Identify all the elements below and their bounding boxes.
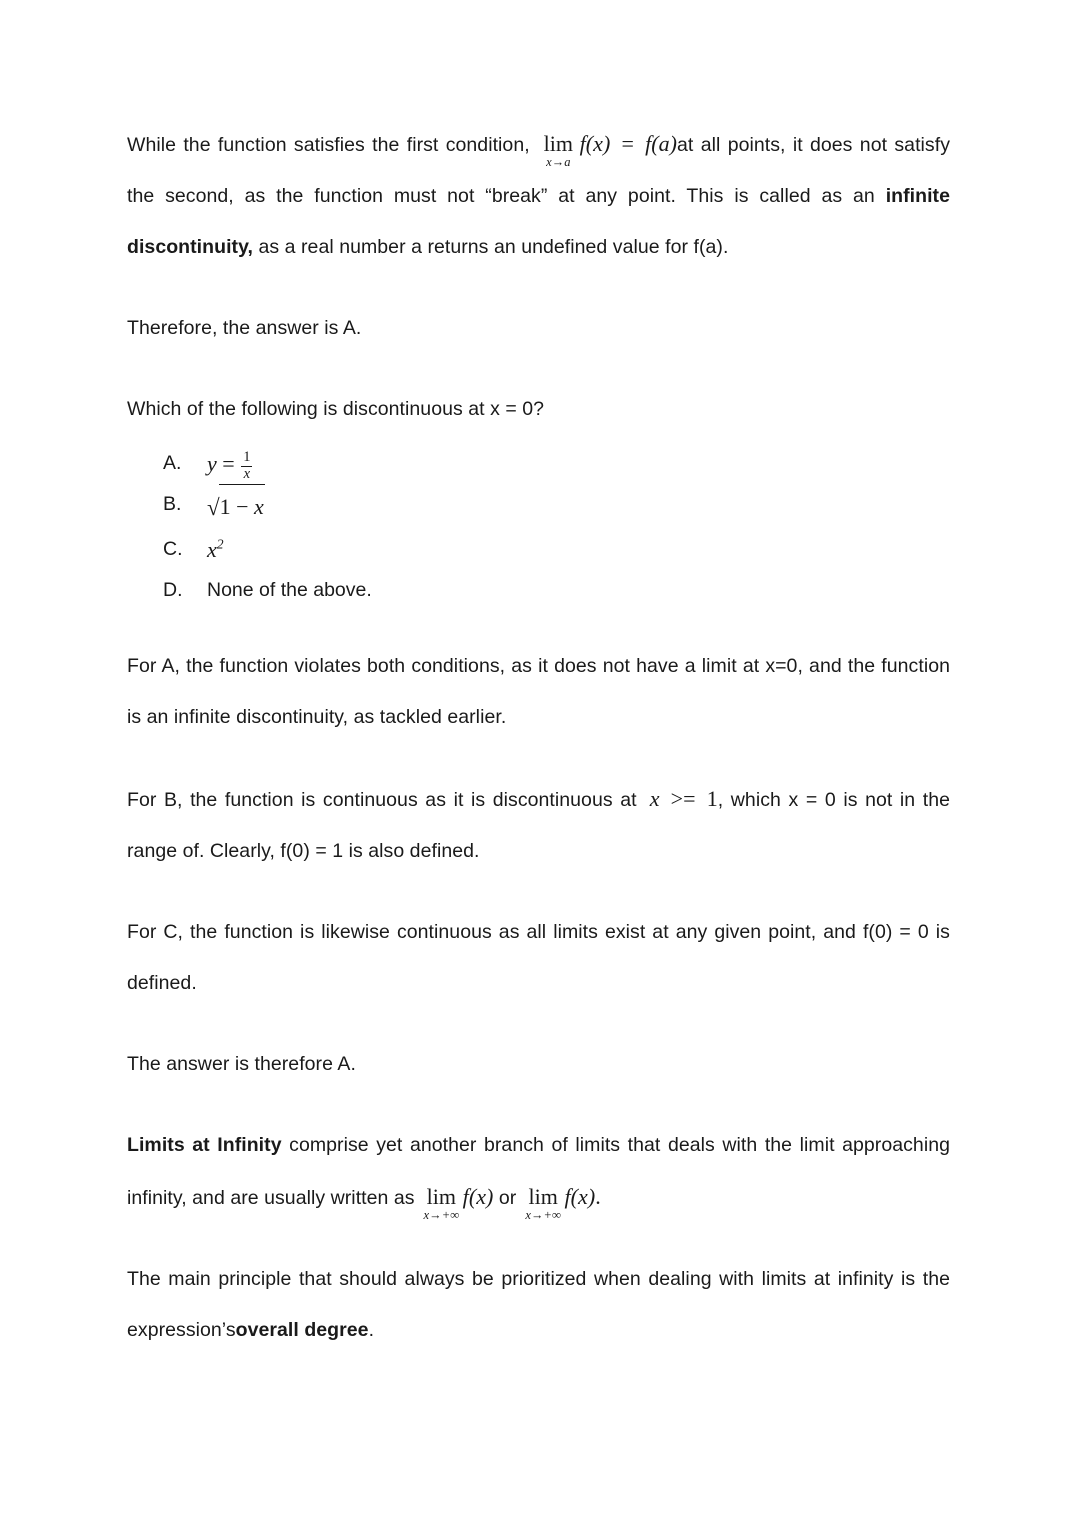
paragraph-for-a: For A, the function violates both conditions, as it does not have a limit at x=0, and the function is an infinite discontinuity, as tackled earlier.	[127, 655, 950, 728]
inequality-operator: >=	[670, 786, 696, 811]
limit-expression-x-to-a	[537, 118, 677, 169]
choice-label-b: B.	[163, 493, 182, 515]
paragraph-8-period: .	[368, 1319, 375, 1341]
document-body	[127, 118, 950, 1356]
paragraph-7-text-a: comprise yet another branch of limits that deals with the limit approaching infinity, and are usually written as	[127, 1134, 950, 1209]
paragraph-answer-a: Therefore, the answer is A.	[127, 317, 362, 339]
lim-subscript-2: x→+∞	[525, 1208, 561, 1222]
paragraph-1-text-a: While the function satisfies the first condition,	[127, 134, 530, 156]
choice-value-a	[207, 443, 253, 484]
choice-label-a: A.	[163, 452, 182, 474]
radical-expression	[207, 484, 265, 528]
choice-label-d: D.	[163, 579, 183, 601]
limit-expression-x-to-plus-infinity-2	[516, 1171, 600, 1222]
fraction-numerator: 1	[243, 448, 251, 465]
radicand-operator: −	[236, 494, 249, 519]
limit-operator-1	[423, 1184, 460, 1222]
equals-sign: =	[621, 131, 634, 156]
lim-op-label: lim	[543, 131, 574, 156]
radicand-lhs: 1	[219, 494, 231, 519]
radical-body	[219, 484, 265, 527]
choice-item-a[interactable]	[127, 443, 950, 484]
paragraph-for-c: For C, the function is likewise continuous as all limits exist at any given point, and f(0) = 0 is defined.	[127, 921, 950, 994]
lim-subscript: x→a	[546, 155, 571, 169]
paragraph-b-text-a: For B, the function is continuous as it is discontinuous at	[127, 789, 637, 811]
choice-a-equals: =	[222, 451, 235, 476]
choice-label-c: C.	[163, 538, 183, 560]
term-limits-at-infinity: Limits at Infinity	[127, 1134, 282, 1156]
choice-value-d: None of the above.	[207, 579, 372, 601]
paragraph-first-condition	[127, 118, 950, 273]
term-overall-degree: overall degree	[235, 1319, 369, 1341]
function-fx-2: f(x)	[564, 1184, 596, 1209]
paragraph-b-text-b: , which x = 0 is not in the range of. Clearly, f(0) = 1 is also defined.	[127, 789, 951, 862]
function-fx: f(x)	[579, 131, 611, 156]
limit-expression-x-to-plus-infinity-1	[420, 1171, 493, 1222]
power-exponent: 2	[216, 536, 224, 552]
choice-item-d[interactable]	[127, 570, 950, 611]
paragraph-1-text-c: as a real number a returns an undefined value for f(a).	[258, 236, 729, 258]
paragraph-1-text-b: at all points, it does not satisfy the second, as the function must not “break” at any point. This is called as an	[127, 134, 950, 207]
lim-op-label-1: lim	[426, 1184, 457, 1209]
inequality-variable: x	[649, 786, 660, 811]
choice-value-c	[207, 529, 224, 570]
radicand-rhs: x	[254, 494, 264, 519]
function-fa: f(a)	[645, 131, 678, 156]
limit-operator-2	[525, 1184, 561, 1222]
answer-choice-list	[127, 443, 950, 611]
fraction-one-over-x	[241, 450, 252, 482]
paragraph-8-text-a: The main principle that should always be prioritized when dealing with limits at infinity is the expression’s	[127, 1268, 950, 1341]
power-base: x	[207, 537, 217, 562]
paragraph-for-b	[127, 773, 950, 877]
limit-operator	[543, 131, 574, 169]
lim-op-label-2: lim	[528, 1184, 558, 1209]
choice-item-c[interactable]	[127, 529, 950, 570]
inequality-value: 1	[706, 786, 718, 811]
question-prompt: Which of the following is discontinuous at x = 0?	[127, 398, 545, 420]
term-infinite-discontinuity: infinite discontinuity,	[127, 185, 950, 258]
fraction-denominator: x	[241, 466, 252, 483]
inequality-x-ge-1	[644, 773, 718, 824]
spacer-after-choices	[127, 611, 950, 641]
choice-item-b[interactable]	[127, 484, 950, 529]
choice-value-b	[207, 484, 265, 529]
radical-sign-icon: √	[207, 495, 220, 520]
sentence-period: .	[595, 1184, 601, 1209]
function-fx-1: f(x)	[462, 1184, 494, 1209]
paragraph-overall-degree	[127, 1254, 950, 1356]
choice-a-lhs: y	[207, 451, 217, 476]
or-label: or	[498, 1187, 517, 1209]
lim-subscript-1: x→+∞	[423, 1208, 460, 1222]
paragraph-limits-at-infinity	[127, 1120, 950, 1224]
paragraph-final-answer: The answer is therefore A.	[127, 1053, 356, 1075]
